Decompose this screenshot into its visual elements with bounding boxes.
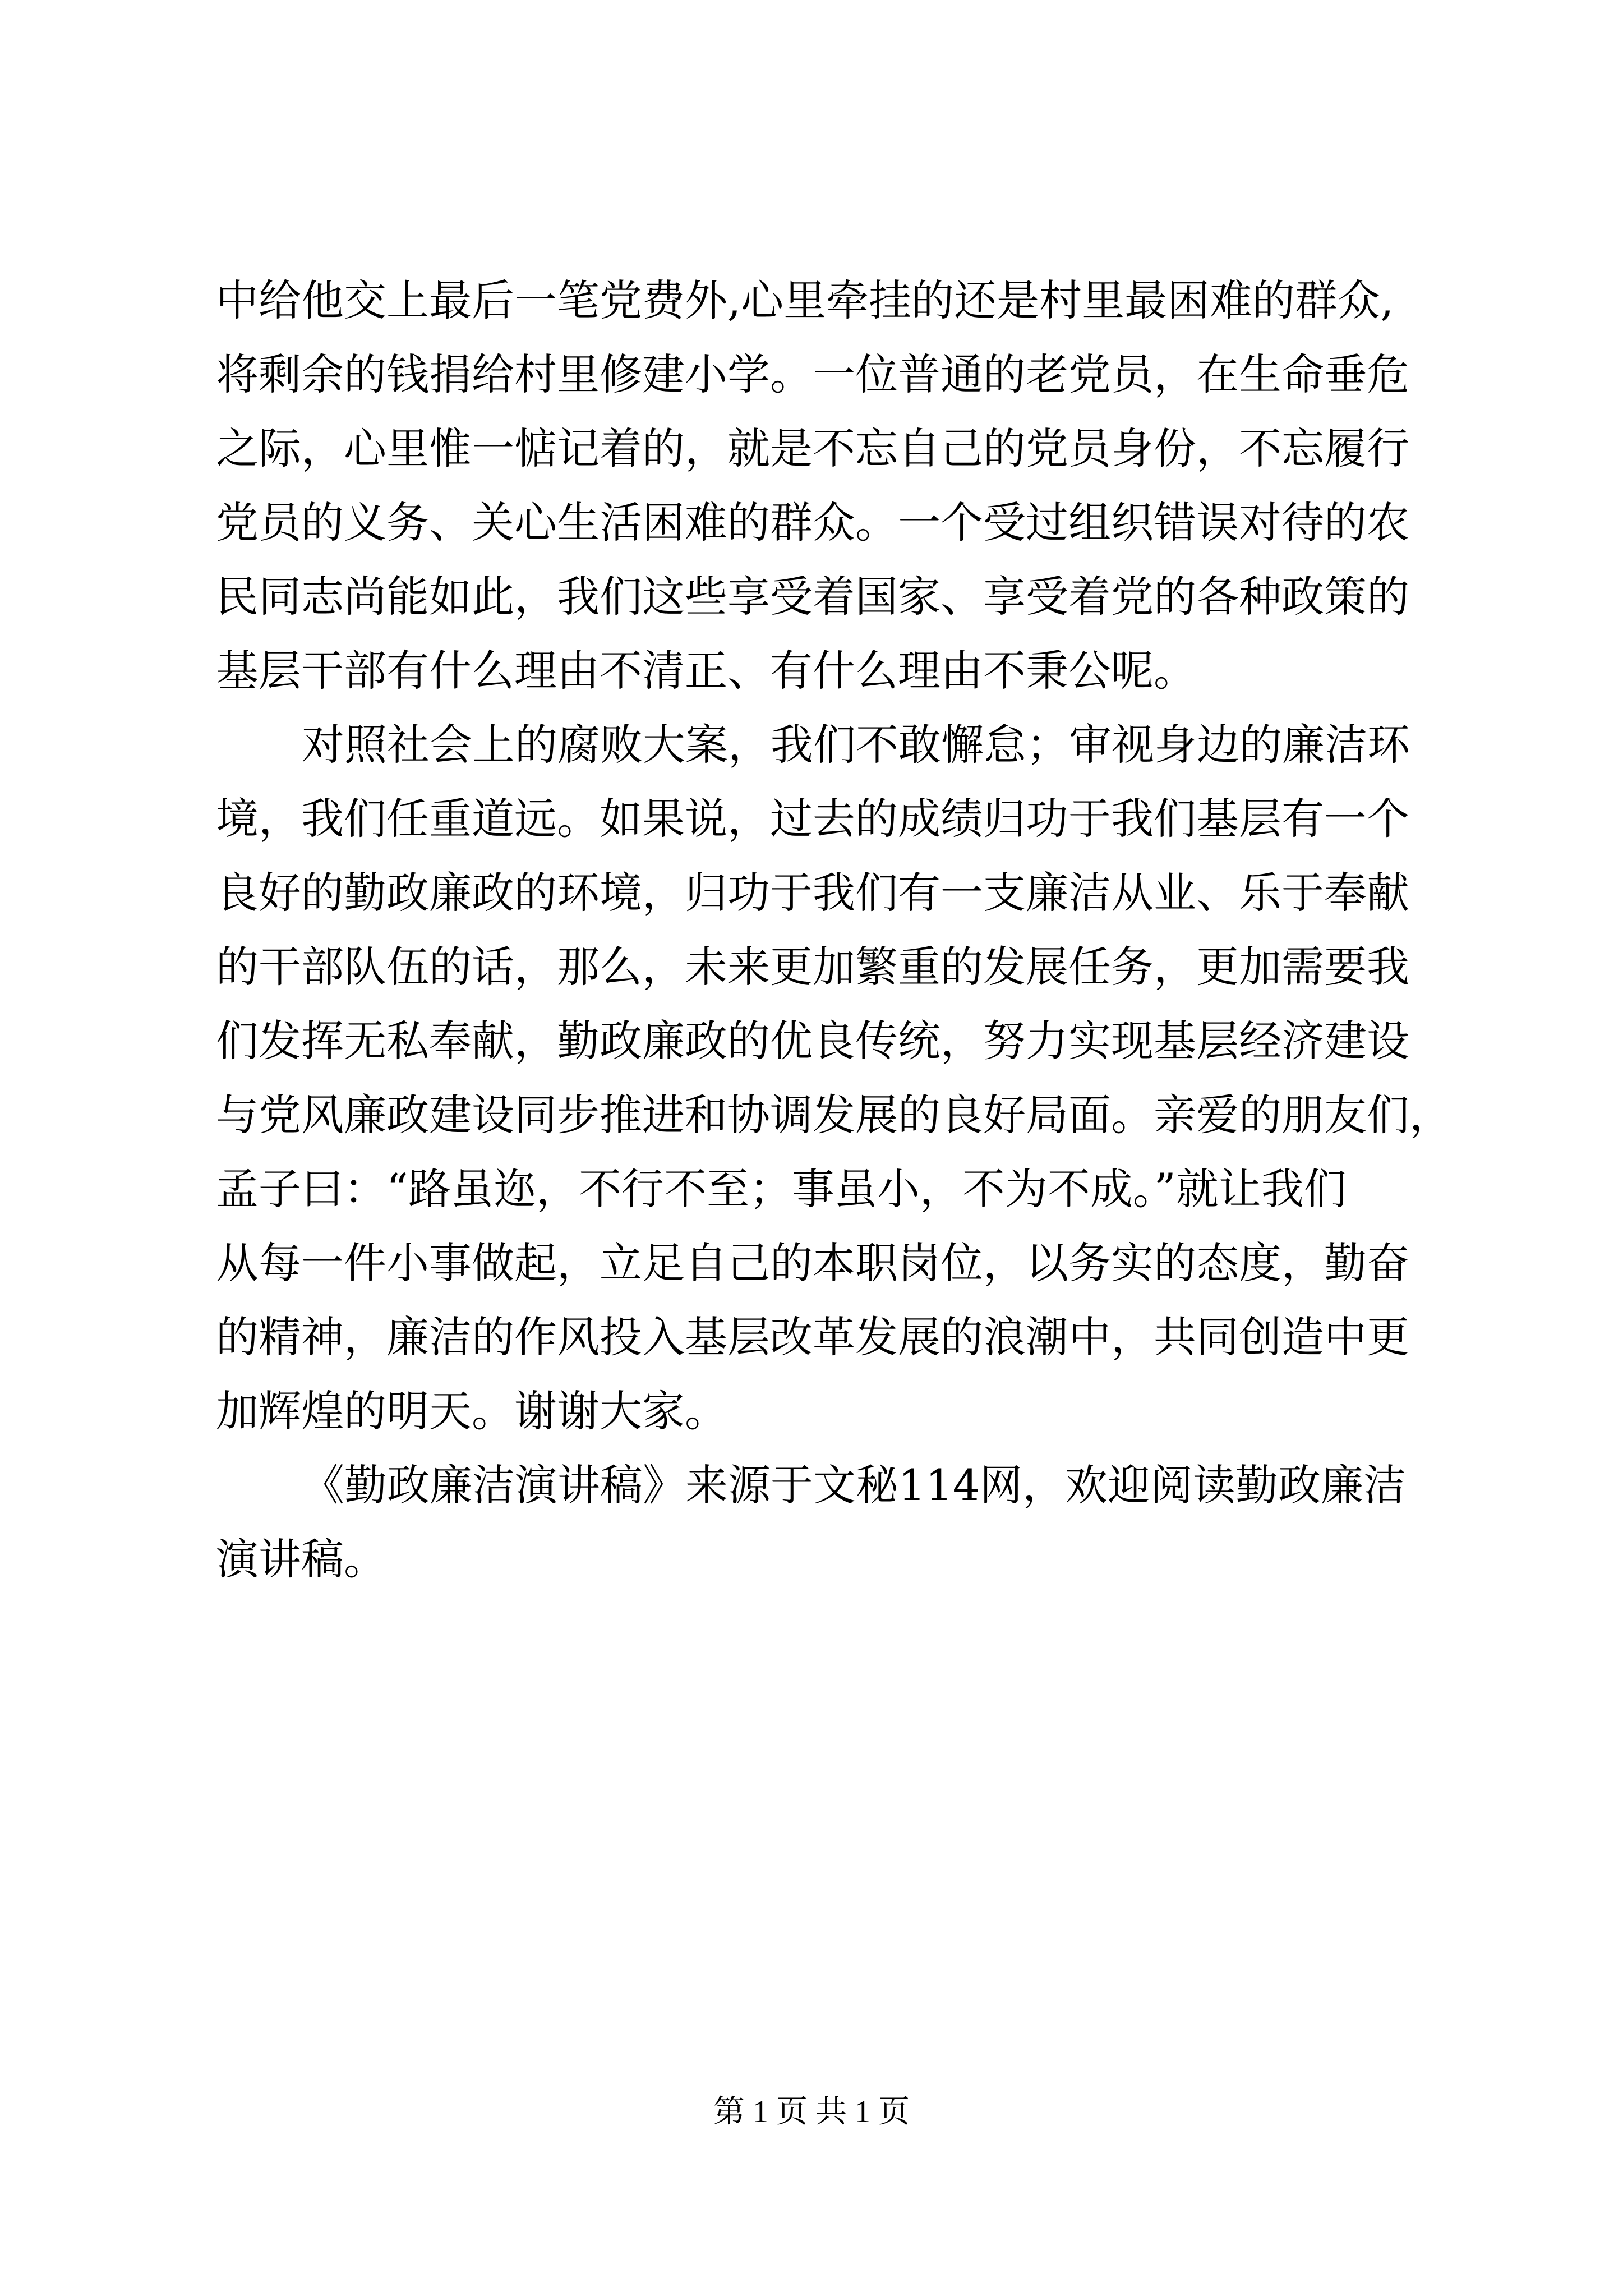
text-line: 们发挥无私奉献，勤政廉政的优良传统，努力实现基层经济建设 (216, 1016, 1409, 1066)
page-footer: 第 1 页 共 1 页 (713, 2095, 910, 2129)
text-line: 演讲稿。 (216, 1534, 386, 1584)
text-line: 党员的义务、关心生活困难的群众。一个受过组织错误对待的农 (216, 498, 1409, 547)
text-line: 中给他交上最后一笔党费外,心里牵挂的还是村里最困难的群众, (216, 275, 1394, 325)
document-body (216, 264, 1450, 1596)
text-line: 将剩余的钱捐给村里修建小学。一位普通的老党员，在生命垂危 (216, 349, 1409, 399)
text-line: 的精神，廉洁的作风投入基层改革发展的浪潮中，共同创造中更 (216, 1312, 1409, 1362)
text-line: 之际，心里惟一惦记着的，就是不忘自己的党员身份，不忘履行 (216, 424, 1409, 473)
text-line: 的干部队伍的话，那么，未来更加繁重的发展任务，更加需要我 (216, 942, 1409, 992)
text-line: 与党风廉政建设同步推进和协调发展的良好局面。亲爱的朋友们， (216, 1090, 1452, 1140)
text-line: 从每一件小事做起，立足自己的本职岗位，以务实的态度，勤奋 (216, 1238, 1409, 1288)
text-line: 境，我们任重道远。如果说，过去的成绩归功于我们基层有一个 (216, 794, 1409, 844)
text-line: 良好的勤政廉政的环境，归功于我们有一支廉洁从业、乐于奉献 (216, 868, 1409, 918)
text-line: 民同志尚能如此，我们这些享受着国家、享受着党的各种政策的 (216, 572, 1409, 622)
text-line: 对照社会上的腐败大案，我们不敢懈怠；审视身边的廉洁环 (302, 720, 1410, 770)
text-line: 孟子曰：“路虽迩，不行不至；事虽小，不为不成。”就让我们 (216, 1164, 1347, 1214)
text-line: 基层干部有什么理由不清正、有什么理由不秉公呢。 (216, 646, 1196, 696)
text-line: 加辉煌的明天。谢谢大家。 (216, 1386, 727, 1436)
text-line: 《勤政廉洁演讲稿》来源于文秘114网，欢迎阅读勤政廉洁 (302, 1460, 1407, 1510)
